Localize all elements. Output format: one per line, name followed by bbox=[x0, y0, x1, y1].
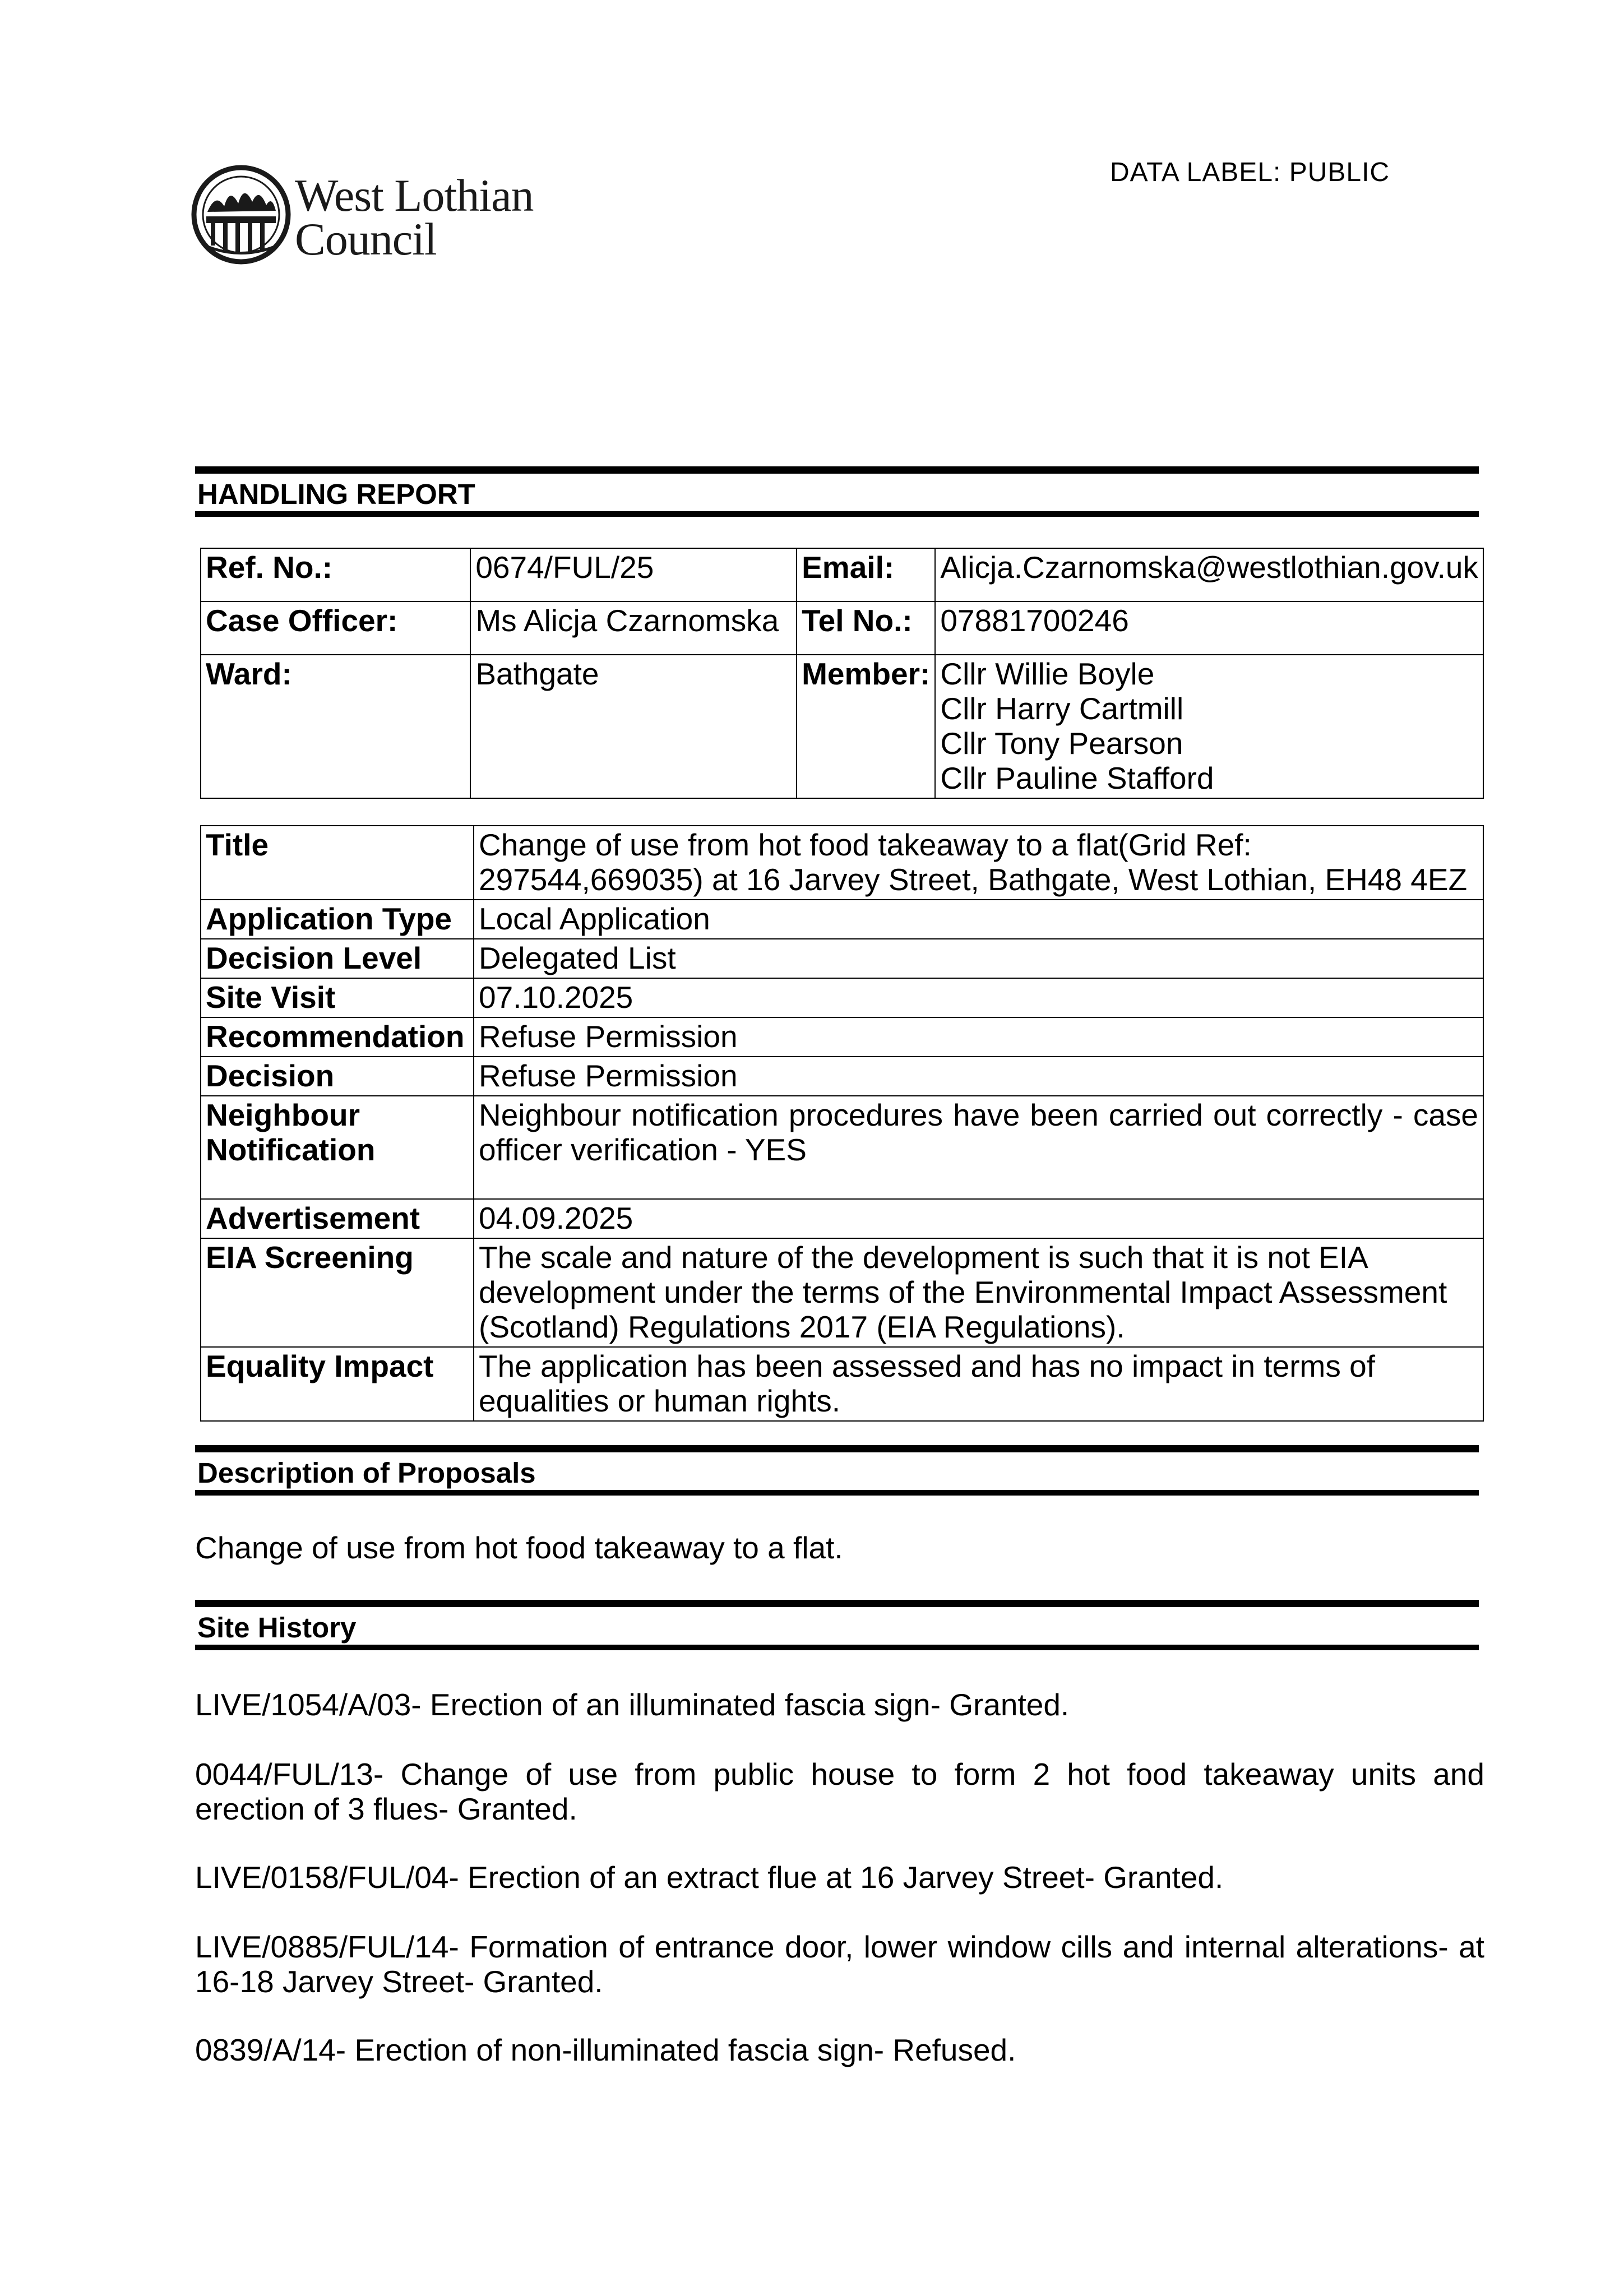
ward-value: Bathgate bbox=[470, 655, 797, 798]
section-rule-top bbox=[195, 1445, 1479, 1452]
description-text: Change of use from hot food takeaway to a flat. bbox=[195, 1530, 843, 1565]
detail-label: Recommendation bbox=[201, 1017, 474, 1057]
table-row bbox=[201, 826, 1483, 900]
ref-value: 0674/FUL/25 bbox=[470, 548, 797, 601]
table-row bbox=[201, 1347, 1483, 1421]
detail-value: Refuse Permission bbox=[474, 1017, 1483, 1057]
detail-value: Refuse Permission bbox=[474, 1057, 1483, 1096]
detail-label: Decision Level bbox=[201, 939, 474, 978]
table-row bbox=[201, 1096, 1483, 1199]
section-rule-bottom bbox=[195, 511, 1479, 517]
ref-label: Ref. No.: bbox=[201, 548, 470, 601]
tel-value: 07881700246 bbox=[935, 601, 1483, 655]
member-label: Member: bbox=[797, 655, 935, 798]
detail-label: Equality Impact bbox=[201, 1347, 474, 1421]
history-entry: 0044/FUL/13- Change of use from public house to form 2 hot food takeaway units and erection of 3 flues- Granted. bbox=[195, 1757, 1484, 1826]
member-name: Cllr Tony Pearson bbox=[940, 726, 1183, 761]
member-name: Cllr Willie Boyle bbox=[940, 656, 1155, 691]
detail-label: EIA Screening bbox=[201, 1238, 474, 1347]
table-row bbox=[201, 655, 1483, 798]
handling-report-title: HANDLING REPORT bbox=[197, 478, 475, 510]
table-row bbox=[201, 1238, 1483, 1347]
tel-label: Tel No.: bbox=[797, 601, 935, 655]
history-entry: LIVE/1054/A/03- Erection of an illuminated fascia sign- Granted. bbox=[195, 1687, 1070, 1722]
detail-value: The scale and nature of the development is such that it is not EIA development under the terms of the Environmental Impact Assessment (Scotland) Regulations 2017 (EIA Regulations). bbox=[474, 1238, 1483, 1347]
detail-label: Decision bbox=[201, 1057, 474, 1096]
detail-value: Change of use from hot food takeaway to a flat(Grid Ref: 297544,669035) at 16 Jarvey Street, Bathgate, West Lothian, EH48 4EZ bbox=[474, 826, 1483, 900]
member-name: Cllr Harry Cartmill bbox=[940, 691, 1184, 726]
table-row bbox=[201, 1199, 1483, 1238]
history-entry: LIVE/0158/FUL/04- Erection of an extract flue at 16 Jarvey Street- Granted. bbox=[195, 1860, 1224, 1895]
case-meta-table bbox=[200, 548, 1484, 799]
history-entry: LIVE/0885/FUL/14- Formation of entrance door, lower window cills and internal alterations- at 16-18 Jarvey Street- Granted. bbox=[195, 1929, 1484, 1999]
viaduct-emblem-icon bbox=[191, 161, 292, 268]
email-label: Email: bbox=[797, 548, 935, 601]
logo-text-line2: Council bbox=[295, 214, 437, 265]
site-history-title: Site History bbox=[197, 1612, 357, 1644]
detail-label: Site Visit bbox=[201, 978, 474, 1017]
table-row bbox=[201, 1057, 1483, 1096]
detail-label: Neighbour Notification bbox=[201, 1096, 474, 1199]
detail-value: 07.10.2025 bbox=[474, 978, 1483, 1017]
detail-value: Neighbour notification procedures have been carried out correctly - case officer verification - YES bbox=[474, 1096, 1483, 1199]
detail-value: 04.09.2025 bbox=[474, 1199, 1483, 1238]
section-rule-top bbox=[195, 1600, 1479, 1607]
table-row bbox=[201, 939, 1483, 978]
table-row bbox=[201, 601, 1483, 655]
detail-label: Title bbox=[201, 826, 474, 900]
table-row bbox=[201, 900, 1483, 939]
detail-value: Delegated List bbox=[474, 939, 1483, 978]
members-list bbox=[935, 655, 1483, 798]
detail-value: Local Application bbox=[474, 900, 1483, 939]
application-details-table bbox=[200, 825, 1484, 1422]
case-officer-value: Ms Alicja Czarnomska bbox=[470, 601, 797, 655]
history-entry: 0839/A/14- Erection of non-illuminated fascia sign- Refused. bbox=[195, 2033, 1016, 2067]
section-rule-bottom bbox=[195, 1645, 1479, 1650]
section-rule-bottom bbox=[195, 1490, 1479, 1496]
table-row bbox=[201, 548, 1483, 601]
description-title: Description of Proposals bbox=[197, 1457, 536, 1489]
detail-label: Advertisement bbox=[201, 1199, 474, 1238]
table-row bbox=[201, 978, 1483, 1017]
member-name: Cllr Pauline Stafford bbox=[940, 761, 1214, 795]
email-value: Alicja.Czarnomska@westlothian.gov.uk bbox=[935, 548, 1483, 601]
detail-value: The application has been assessed and has no impact in terms of equalities or human rights. bbox=[474, 1347, 1483, 1421]
section-rule-top bbox=[195, 466, 1479, 474]
logo-text-line1: West Lothian bbox=[295, 170, 534, 221]
council-logo bbox=[191, 161, 572, 268]
data-label: DATA LABEL: PUBLIC bbox=[1110, 158, 1390, 187]
ward-label: Ward: bbox=[201, 655, 470, 798]
detail-label: Application Type bbox=[201, 900, 474, 939]
case-officer-label: Case Officer: bbox=[201, 601, 470, 655]
table-row bbox=[201, 1017, 1483, 1057]
